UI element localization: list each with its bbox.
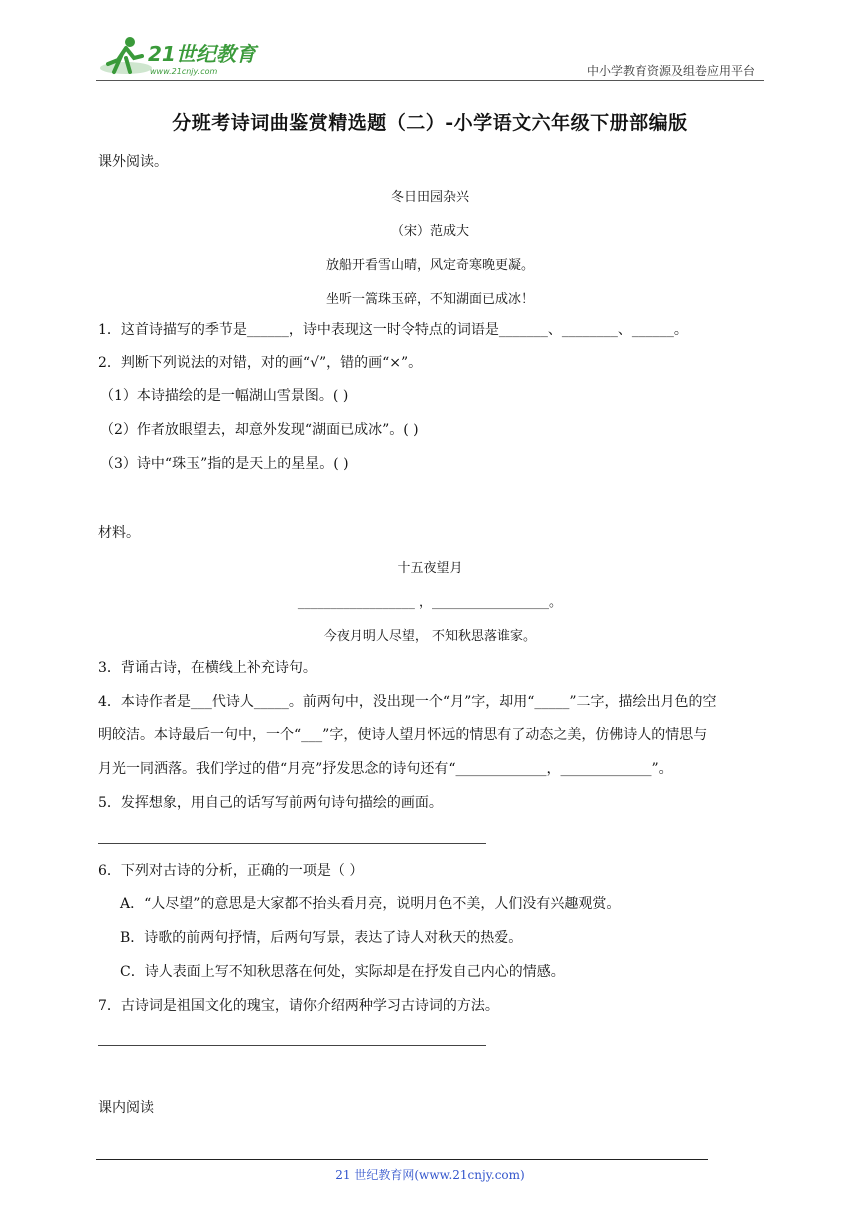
poem2-blank-line[interactable]: __________________ ，__________________。 bbox=[297, 595, 563, 610]
option-b[interactable]: B．诗歌的前两句抒情，后两句写景，表达了诗人对秋天的热爱。 bbox=[120, 930, 523, 946]
question-2-3: （3）诗中“珠玉”指的是天上的星星。( ) bbox=[100, 456, 349, 472]
question-4-line3: 月光一同洒落。我们学过的借“月亮”抒发思念的诗句还有“_____________，_____________”。 bbox=[98, 761, 673, 777]
answer-line-q7[interactable] bbox=[98, 1045, 486, 1046]
header-divider bbox=[96, 80, 764, 81]
question-2-2: （2）作者放眼望去，却意外发现“湖面已成冰”。( ) bbox=[100, 422, 419, 438]
question-2: 2．判断下列说法的对错，对的画“√”，错的画“×”。 bbox=[98, 355, 423, 371]
page-title: 分班考诗词曲鉴赏精选题（二）-小学语文六年级下册部编版 bbox=[172, 112, 688, 134]
question-1: 1．这首诗描写的季节是______，诗中表现这一时令特点的词语是_______、________、______。 bbox=[98, 322, 688, 338]
question-4-line2: 明皎洁。本诗最后一句中，一个“___”字，使诗人望月怀远的情思有了动态之美，仿佛诗人的情思与 bbox=[98, 727, 708, 743]
runner-icon bbox=[96, 34, 266, 80]
question-4-line1: 4．本诗作者是___代诗人_____。前两句中，没出现一个“月”字，却用“_____”二字，描绘出月色的空 bbox=[98, 694, 717, 710]
footer-link[interactable]: 21 世纪教育网(www.21cnjy.com) bbox=[335, 1168, 525, 1182]
question-3: 3．背诵古诗，在横线上补充诗句。 bbox=[98, 660, 317, 676]
poem2-line2: 今夜月明人尽望， 不知秋思落谁家。 bbox=[323, 629, 537, 644]
section2-intro: 材料。 bbox=[98, 525, 140, 541]
question-7: 7．古诗词是祖国文化的瑰宝，请你介绍两种学习古诗词的方法。 bbox=[98, 998, 499, 1014]
option-c[interactable]: C．诗人表面上写不知秋思落在何处，实际却是在抒发自己内心的情感。 bbox=[120, 964, 565, 980]
header-tagline: 中小学教育资源及组卷应用平台 bbox=[586, 64, 755, 78]
poem1-line1: 放船开看雪山晴，风定奇寒晚更凝。 bbox=[325, 258, 534, 273]
poem1-title: 冬日田园杂兴 bbox=[390, 190, 469, 205]
poem2-title: 十五夜望月 bbox=[397, 561, 463, 576]
svg-text:www.21cnjy.com: www.21cnjy.com bbox=[150, 67, 218, 76]
poem1-author: （宋）范成大 bbox=[390, 224, 469, 239]
option-a[interactable]: A．“人尽望”的意思是大家都不抬头看月亮，说明月色不美，人们没有兴趣观赏。 bbox=[120, 896, 621, 912]
poem1-line2: 坐听一篙珠玉碎，不知湖面已成冰！ bbox=[325, 292, 534, 307]
footer-divider bbox=[96, 1159, 708, 1160]
question-6: 6．下列对古诗的分析，正确的一项是（ ） bbox=[98, 863, 364, 879]
section3-intro: 课内阅读 bbox=[98, 1100, 154, 1116]
section1-intro: 课外阅读。 bbox=[98, 154, 168, 170]
question-2-1: （1）本诗描绘的是一幅湖山雪景图。( ) bbox=[100, 388, 349, 404]
svg-text:21世纪教育: 21世纪教育 bbox=[148, 42, 256, 66]
answer-line-q5[interactable] bbox=[98, 843, 486, 844]
site-logo bbox=[96, 34, 266, 80]
question-5: 5．发挥想象，用自己的话写写前两句诗句描绘的画面。 bbox=[98, 795, 443, 811]
